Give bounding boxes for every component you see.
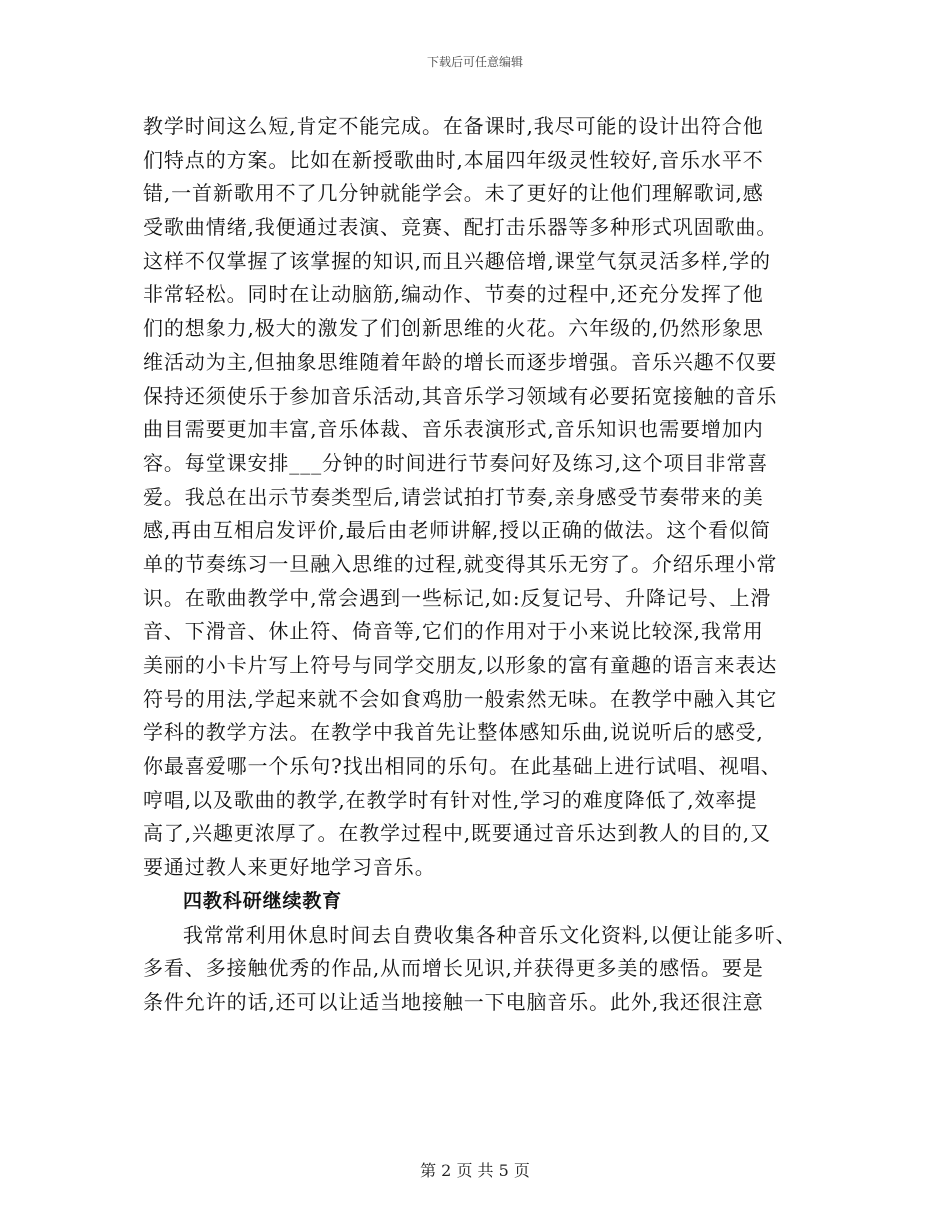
paragraph-line: 非常轻松。同时在让动脑筋,编动作、节奏的过程中,还充分发挥了他 [143,282,764,307]
paragraph-line: 容。每堂课安排___分钟的时间进行节奏问好及练习,这个项目非常喜 [143,450,769,475]
paragraph-line: 美丽的小卡片写上符号与同学交朋友,以形象的富有童趣的语言来表达 [143,653,778,677]
paragraph-line: 单的节奏练习一旦融入思维的过程,就变得其乐无穷了。介绍乐理小常 [143,551,778,576]
paragraph-line: 识。在歌曲教学中,常会遇到一些标记,如:反复记号、升降记号、上滑 [143,585,772,610]
paragraph-line: 感,再由互相启发评价,最后由老师讲解,授以正确的做法。这个看似简 [143,518,771,543]
paragraph-line: 受歌曲情绪,我便通过表演、竞赛、配打击乐器等多种形式巩固歌曲。 [143,215,778,240]
paragraph-line: 爱。我总在出示节奏类型后,请尝试拍打节奏,亲身感受节奏带来的美 [143,484,764,509]
paragraph-line: 们特点的方案。比如在新授歌曲时,本届四年级灵性较好,音乐水平不 [143,147,764,172]
paragraph-line: 们的想象力,极大的激发了们创新思维的火花。六年级的,仍然形象思 [143,316,764,341]
paragraph-line: 教学时间这么短,肯定不能完成。在备课时,我尽可能的设计出符合他 [143,114,764,138]
document-body [143,110,815,1020]
paragraph-line: 音、下滑音、休止符、倚音等,它们的作用对于小来说比较深,我常用 [143,619,764,644]
paragraph-line: 你最喜爱哪一个乐句?找出相同的乐句。在此基础上进行试唱、视唱、 [143,754,782,779]
paragraph-line: 我常常利用休息时间去自费收集各种音乐文化资料,以便让能多听、 [183,922,797,947]
paragraph-line: 多看、多接触优秀的作品,从而增长见识,并获得更多美的感悟。要是 [143,956,764,981]
paragraph-line: 哼唱,以及歌曲的教学,在教学时有针对性,学习的难度降低了,效率提 [143,787,758,812]
paragraph-line: 曲目需要更加丰富,音乐体裁、音乐表演形式,音乐知识也需要增加内 [143,417,764,442]
paragraph-line: 错,一首新歌用不了几分钟就能学会。未了更好的让他们理解歌词,感 [143,181,764,206]
paragraph-line: 符号的用法,学起来就不会如食鸡肋一般索然无味。在教学中融入其它 [143,686,778,711]
paragraph-line: 学科的教学方法。在教学中我首先让整体感知乐曲,说说听后的感受, [143,720,764,745]
paragraph-line: 这样不仅掌握了该掌握的知识,而且兴趣倍增,课堂气氛灵活多样,学的 [143,248,771,273]
page-number: 第 2 页 共 5 页 [420,1161,530,1180]
paragraph-line: 高了,兴趣更浓厚了。在教学过程中,既要通过音乐达到教人的目的,又 [143,821,771,846]
paragraph-line: 保持还须使乐于参加音乐活动,其音乐学习领域有必要拓宽接触的音乐 [143,383,778,408]
paragraph-line: 维活动为主,但抽象思维随着年龄的增长而逐步增强。音乐兴趣不仅要 [143,349,778,374]
section-heading: 四教科研继续教育 [183,889,343,912]
page-header: 下载后可任意编辑 [426,55,523,69]
paragraph-line: 条件允许的话,还可以让适当地接触一下电脑音乐。此外,我还很注意 [143,989,764,1014]
paragraph-line: 要通过教人来更好地学习音乐。 [143,855,436,880]
